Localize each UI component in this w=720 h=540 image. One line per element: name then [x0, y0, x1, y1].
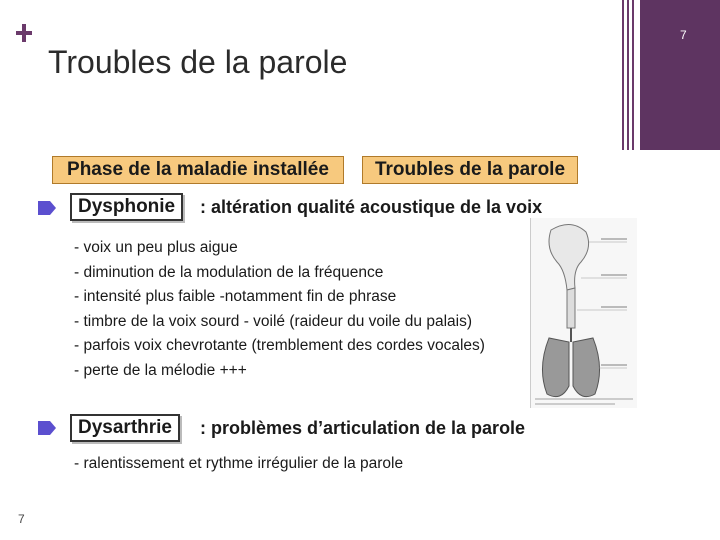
list-item: - intensité plus faible -notamment fin de phrase [74, 285, 485, 310]
arrow-right-icon [36, 198, 58, 218]
phase-header: Phase de la maladie installée [52, 156, 344, 184]
accent-sidebar [640, 0, 720, 150]
dysarthrie-list [74, 452, 403, 477]
dysarthrie-term: Dysarthrie [70, 414, 180, 442]
page-number-bottom: 7 [18, 512, 25, 526]
dysphonie-description: : altération qualité acoustique de la voix [200, 197, 543, 217]
dysarthrie-description: : problèmes d’articulation de la parole [200, 418, 526, 438]
decorative-lines [622, 0, 636, 150]
slide-title: Troubles de la parole [48, 44, 348, 80]
anatomy-illustration [530, 218, 637, 408]
arrow-right-icon [36, 418, 58, 438]
dysphonie-term: Dysphonie [70, 193, 183, 221]
list-item: - perte de la mélodie +++ [74, 359, 485, 384]
troubles-header: Troubles de la parole [362, 156, 578, 184]
list-item: - timbre de la voix sourd - voilé (raideur du voile du palais) [74, 310, 485, 335]
list-item: - parfois voix chevrotante (tremblement des cordes vocales) [74, 334, 485, 359]
plus-icon [14, 22, 36, 44]
list-item: - diminution de la modulation de la fréquence [74, 261, 485, 286]
list-item: - ralentissement et rythme irrégulier de la parole [74, 452, 403, 477]
dysphonie-list [74, 236, 485, 383]
page-number-top: 7 [680, 28, 687, 42]
list-item: - voix un peu plus aigue [74, 236, 485, 261]
